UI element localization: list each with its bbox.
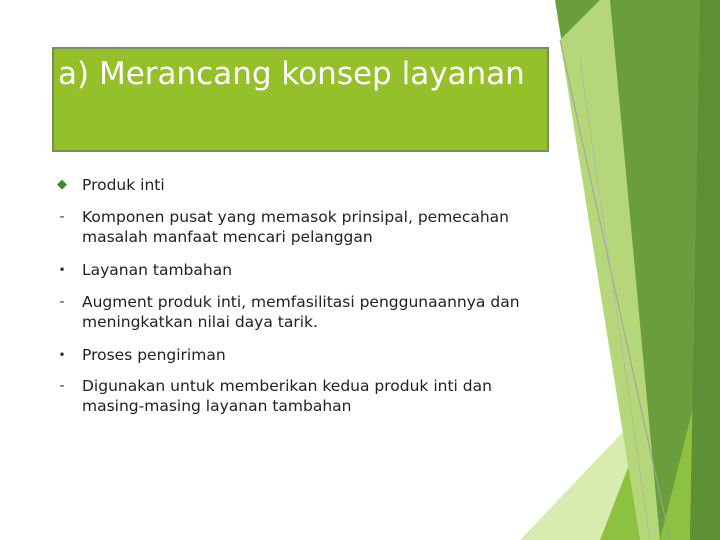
list-item-text: Produk inti bbox=[82, 176, 165, 194]
slide-title: a) Merancang konsep layanan bbox=[58, 56, 525, 92]
round-bullet-icon: • bbox=[58, 348, 66, 362]
dash-bullet-icon: - bbox=[59, 294, 65, 310]
list-item-text: Augment produk inti, memfasilitasi penggunaannya dan meningkatkan nilai daya tarik. bbox=[82, 293, 520, 331]
list-item-text: Proses pengiriman bbox=[82, 346, 226, 364]
title-box bbox=[52, 47, 549, 152]
dash-bullet-icon: - bbox=[59, 378, 65, 394]
diamond-bullet-icon: ◆ bbox=[57, 177, 67, 192]
list-item-text: Digunakan untuk memberikan kedua produk inti dan masing-masing layanan tambahan bbox=[82, 377, 492, 415]
list-item-text: Komponen pusat yang memasok prinsipal, pemecahan masalah manfaat mencari pelanggan bbox=[82, 208, 509, 246]
round-bullet-icon: • bbox=[58, 263, 66, 277]
list-item-text: Layanan tambahan bbox=[82, 261, 233, 279]
dash-bullet-icon: - bbox=[59, 209, 65, 225]
